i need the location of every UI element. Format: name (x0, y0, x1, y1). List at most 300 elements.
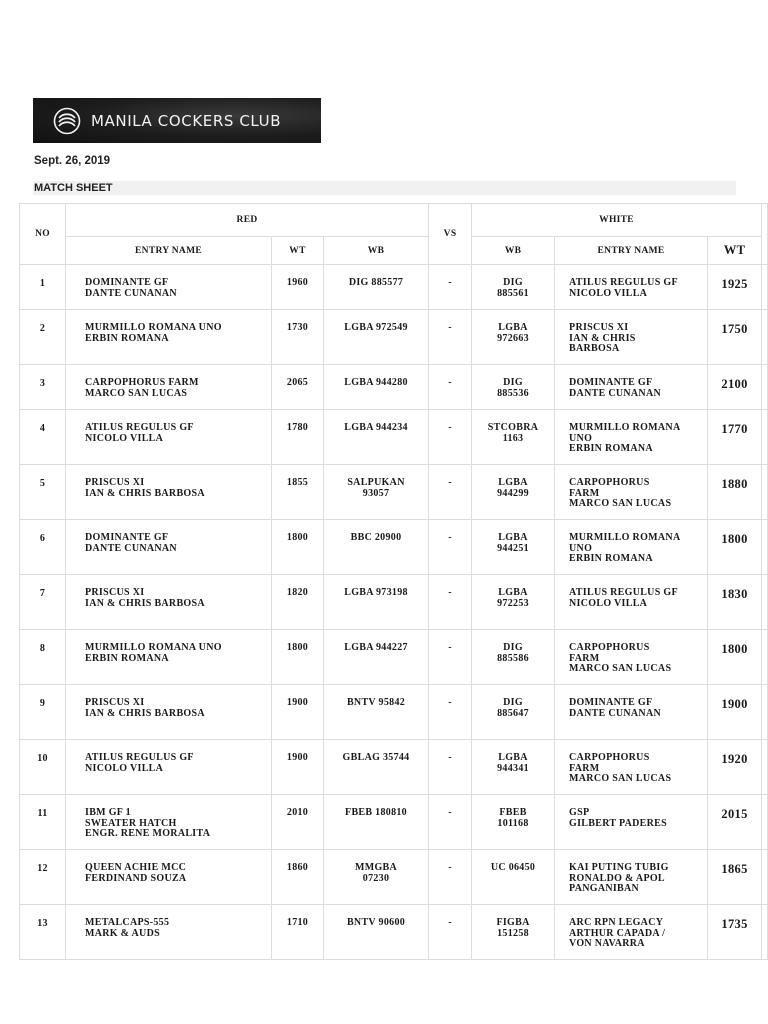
vs-marker-line: - (448, 477, 452, 488)
red-weight (272, 465, 324, 520)
match-number (20, 265, 66, 310)
white-wing-band-line: 1163 (502, 432, 524, 444)
white-entry-name-line: FARM (569, 487, 600, 499)
table-row (20, 905, 768, 960)
red-weight-line: 1860 (286, 862, 309, 873)
white-weight-line: 1770 (721, 422, 748, 436)
match-number-line: 2 (39, 323, 46, 334)
white-entry-name-line: PANGANIBAN (569, 883, 640, 894)
red-wing-band-line: 93057 (362, 487, 390, 499)
white-entry-name-line: ERBIN ROMANA (569, 553, 653, 564)
red-weight (272, 365, 324, 410)
red-entry-name-line: MURMILLO ROMANA UNO (85, 642, 222, 653)
white-wing-band (472, 465, 555, 520)
table-row (20, 520, 768, 575)
white-wing-band-line: FIGBA (496, 917, 530, 928)
red-weight-line: 2065 (286, 377, 309, 388)
white-wing-band-line: 944299 (497, 487, 529, 499)
red-entry-name (66, 905, 272, 960)
overflow-cell (762, 365, 768, 410)
red-wing-band-line: BNTV 95842 (346, 697, 406, 708)
header-vs: VS (429, 204, 472, 265)
white-entry-name (555, 850, 708, 905)
white-weight (708, 630, 762, 685)
red-wing-band-line: GBLAG 35744 (342, 752, 410, 763)
white-weight (708, 740, 762, 795)
table-row (20, 685, 768, 740)
white-wing-band-line: 885561 (497, 287, 529, 299)
overflow-cell (762, 850, 768, 905)
white-weight (708, 850, 762, 905)
red-wing-band-line: BBC 20900 (350, 532, 402, 543)
match-number-line: 3 (39, 378, 46, 389)
table-row (20, 575, 768, 630)
white-entry-name-line: DANTE CUNANAN (569, 707, 661, 719)
white-entry-name-line: FARM (569, 652, 600, 664)
header-red-wb: WB (324, 237, 429, 265)
vs-marker-line: - (448, 377, 452, 388)
match-number (20, 630, 66, 685)
white-weight (708, 520, 762, 575)
vs-marker (429, 310, 472, 365)
match-number (20, 905, 66, 960)
white-weight-line: 1925 (721, 277, 748, 291)
match-number (20, 465, 66, 520)
red-weight-line: 1855 (286, 477, 309, 488)
white-wing-band-line: DIG (503, 697, 523, 708)
white-wing-band (472, 795, 555, 850)
white-entry-name (555, 310, 708, 365)
white-wing-band (472, 685, 555, 740)
overflow-cell (762, 410, 768, 465)
vs-marker-line: - (448, 807, 452, 818)
red-weight (272, 795, 324, 850)
match-number-line: 4 (39, 423, 46, 434)
vs-marker-line: - (448, 532, 452, 543)
table-row (20, 365, 768, 410)
match-number (20, 685, 66, 740)
white-entry-name-line: DOMINANTE GF (569, 377, 653, 388)
red-entry-name-line: NICOLO VILLA (85, 432, 164, 444)
white-entry-name (555, 575, 708, 630)
overflow-cell (762, 685, 768, 740)
red-entry-name-line: SWEATER HATCH (85, 817, 177, 829)
vs-marker-line: - (448, 587, 452, 598)
red-wing-band-line: SALPUKAN (347, 477, 405, 488)
section-bar (33, 181, 736, 195)
white-weight (708, 685, 762, 740)
red-wing-band-line: LGBA 944234 (344, 422, 408, 433)
event-date: Sept. 26, 2019 (34, 155, 111, 167)
white-wing-band-line: 885536 (497, 387, 529, 399)
white-entry-name-line: ERBIN ROMANA (569, 443, 653, 454)
vs-marker (429, 630, 472, 685)
red-weight-line: 1900 (286, 752, 309, 763)
match-number (20, 575, 66, 630)
white-entry-name-line: ATILUS REGULUS GF (569, 277, 678, 288)
white-weight-line: 1920 (721, 752, 748, 766)
white-entry-name (555, 365, 708, 410)
overflow-cell (762, 520, 768, 575)
red-entry-name-line: IAN & CHRIS BARBOSA (85, 707, 205, 719)
red-weight (272, 630, 324, 685)
red-wing-band (324, 740, 429, 795)
table-row (20, 630, 768, 685)
red-wing-band (324, 365, 429, 410)
red-weight (272, 310, 324, 365)
red-weight (272, 850, 324, 905)
white-weight-line: 1900 (721, 697, 748, 711)
white-weight (708, 905, 762, 960)
white-wing-band (472, 630, 555, 685)
match-number-line: 11 (37, 808, 48, 819)
red-wing-band-line: FBEB 180810 (345, 807, 407, 818)
red-weight (272, 265, 324, 310)
red-wing-band (324, 310, 429, 365)
white-wing-band-line: 944341 (497, 762, 529, 774)
red-wing-band-line: MMGBA (354, 862, 398, 873)
white-wing-band-line: DIG (503, 277, 523, 288)
white-weight-line: 1830 (721, 587, 748, 601)
white-weight-line: 1800 (721, 532, 748, 546)
header-red-wt: WT (272, 237, 324, 265)
white-wing-band (472, 265, 555, 310)
red-entry-name-line: ERBIN ROMANA (85, 652, 169, 664)
white-wing-band-line: DIG (503, 642, 523, 653)
red-wing-band (324, 795, 429, 850)
red-wing-band-line: LGBA 972549 (344, 322, 408, 333)
white-wing-band-line: 972663 (497, 332, 529, 344)
table-row (20, 465, 768, 520)
white-wing-band-line: LGBA (498, 322, 528, 333)
white-wing-band-line: LGBA (498, 752, 528, 763)
red-entry-name (66, 265, 272, 310)
header-white-entry-name: ENTRY NAME (555, 237, 708, 265)
vs-marker-line: - (448, 642, 452, 653)
red-wing-band-line: BNTV 90600 (346, 917, 406, 928)
white-weight-line: 1735 (721, 917, 748, 931)
white-entry-name (555, 905, 708, 960)
vs-marker-line: - (448, 917, 452, 928)
vs-marker (429, 905, 472, 960)
white-entry-name (555, 740, 708, 795)
white-entry-name-line: MURMILLO ROMANA (569, 422, 681, 433)
red-entry-name (66, 795, 272, 850)
table-row (20, 265, 768, 310)
vs-marker (429, 365, 472, 410)
red-weight-line: 1710 (286, 917, 309, 928)
white-entry-name (555, 265, 708, 310)
logo-text: MANILA COCKERS CLUB (91, 111, 282, 130)
match-number (20, 740, 66, 795)
red-entry-name-line: IBM GF 1 (85, 807, 131, 818)
white-entry-name-line: BARBOSA (569, 343, 620, 354)
white-weight (708, 465, 762, 520)
red-wing-band-line: LGBA 973198 (344, 587, 408, 598)
red-weight-line: 2010 (286, 807, 309, 818)
red-weight-line: 1960 (286, 277, 309, 288)
red-weight-line: 1900 (286, 697, 309, 708)
match-number-line: 12 (37, 863, 48, 874)
section-title: MATCH SHEET (34, 182, 113, 194)
white-entry-name-line: MARCO SAN LUCAS (569, 773, 672, 784)
red-wing-band (324, 850, 429, 905)
red-entry-name-line: QUEEN ACHIE MCC (85, 862, 187, 873)
white-entry-name-line: MARCO SAN LUCAS (569, 498, 672, 509)
white-entry-name-line: VON NAVARRA (569, 938, 645, 949)
red-weight-line: 1780 (286, 422, 309, 433)
vs-marker-line: - (448, 277, 452, 288)
red-entry-name-line: CARPOPHORUS FARM (85, 377, 199, 388)
red-weight (272, 520, 324, 575)
red-entry-name (66, 310, 272, 365)
white-wing-band-line: 972253 (497, 597, 529, 609)
red-weight (272, 575, 324, 630)
red-weight (272, 905, 324, 960)
white-entry-name (555, 465, 708, 520)
red-weight-line: 1800 (286, 532, 309, 543)
match-number-line: 5 (39, 478, 46, 489)
red-weight (272, 685, 324, 740)
match-number (20, 520, 66, 575)
red-wing-band-line: LGBA 944280 (344, 377, 408, 388)
overflow-cell (762, 630, 768, 685)
overflow-cell (762, 310, 768, 365)
vs-marker (429, 265, 472, 310)
red-wing-band (324, 520, 429, 575)
header-white: WHITE (472, 204, 762, 237)
white-wing-band-line: 885586 (497, 652, 529, 664)
red-entry-name (66, 465, 272, 520)
red-entry-name (66, 850, 272, 905)
red-entry-name (66, 520, 272, 575)
red-weight (272, 740, 324, 795)
white-wing-band-line: DIG (503, 377, 523, 388)
red-entry-name-line: ATILUS REGULUS GF (85, 422, 194, 433)
white-entry-name-line: MARCO SAN LUCAS (569, 663, 672, 674)
header-white-wb: WB (472, 237, 555, 265)
table-row (20, 740, 768, 795)
red-entry-name-line: FERDINAND SOUZA (85, 872, 187, 884)
red-entry-name (66, 365, 272, 410)
white-wing-band (472, 520, 555, 575)
red-entry-name-line: DANTE CUNANAN (85, 287, 177, 299)
red-entry-name (66, 630, 272, 685)
white-entry-name-line: KAI PUTING TUBIG (569, 862, 669, 873)
club-emblem-icon (53, 107, 81, 135)
vs-marker-line: - (448, 422, 452, 433)
white-wing-band (472, 410, 555, 465)
match-number-line: 8 (39, 643, 46, 654)
overflow-cell (762, 465, 768, 520)
white-entry-name-line: ARC RPN LEGACY (569, 917, 664, 928)
red-entry-name-line: PRISCUS XI (85, 697, 145, 708)
header-no: NO (20, 204, 66, 265)
white-entry-name-line: PRISCUS XI (569, 322, 629, 333)
red-weight-line: 1820 (286, 587, 309, 598)
red-wing-band-line: 07230 (362, 872, 390, 884)
vs-marker (429, 575, 472, 630)
overflow-cell (762, 265, 768, 310)
red-wing-band (324, 265, 429, 310)
red-entry-name-line: PRISCUS XI (85, 587, 145, 598)
red-wing-band (324, 575, 429, 630)
red-wing-band (324, 465, 429, 520)
white-weight-line: 2100 (721, 377, 748, 391)
white-weight-line: 1800 (721, 642, 748, 656)
header-overflow (762, 204, 768, 265)
vs-marker (429, 465, 472, 520)
white-wing-band (472, 310, 555, 365)
vs-marker (429, 795, 472, 850)
white-wing-band (472, 905, 555, 960)
white-entry-name-line: FARM (569, 762, 600, 774)
white-weight (708, 265, 762, 310)
red-wing-band (324, 410, 429, 465)
white-weight (708, 410, 762, 465)
white-entry-name-line: UNO (569, 432, 593, 444)
white-entry-name (555, 520, 708, 575)
vs-marker-line: - (448, 697, 452, 708)
match-number-line: 7 (39, 588, 46, 599)
white-entry-name-line: DOMINANTE GF (569, 697, 653, 708)
white-wing-band-line: 885647 (497, 707, 529, 719)
white-weight (708, 365, 762, 410)
white-entry-name (555, 630, 708, 685)
match-rows (20, 265, 768, 960)
red-entry-name-line: ENGR. RENE MORALITA (85, 828, 211, 839)
white-wing-band (472, 365, 555, 410)
white-weight (708, 575, 762, 630)
white-entry-name (555, 410, 708, 465)
white-entry-name-line: IAN & CHRIS (569, 332, 636, 344)
red-weight (272, 410, 324, 465)
white-weight-line: 1880 (721, 477, 748, 491)
match-number-line: 1 (39, 278, 46, 289)
white-wing-band-line: LGBA (498, 532, 528, 543)
match-number (20, 850, 66, 905)
red-wing-band (324, 905, 429, 960)
vs-marker-line: - (448, 862, 452, 873)
table-row (20, 795, 768, 850)
white-entry-name-line: GSP (569, 807, 590, 818)
red-entry-name-line: MURMILLO ROMANA UNO (85, 322, 222, 333)
table-row (20, 410, 768, 465)
white-weight-line: 1750 (721, 322, 748, 336)
overflow-cell (762, 795, 768, 850)
vs-marker (429, 685, 472, 740)
vs-marker (429, 520, 472, 575)
match-number (20, 365, 66, 410)
vs-marker (429, 740, 472, 795)
red-entry-name-line: PRISCUS XI (85, 477, 145, 488)
header-white-wt: WT (708, 237, 762, 265)
white-entry-name-line: CARPOPHORUS (569, 477, 650, 488)
white-wing-band (472, 740, 555, 795)
red-entry-name (66, 685, 272, 740)
red-weight-line: 1800 (286, 642, 309, 653)
white-wing-band (472, 575, 555, 630)
red-entry-name-line: DANTE CUNANAN (85, 542, 177, 554)
match-number-line: 10 (37, 753, 48, 764)
match-number (20, 795, 66, 850)
overflow-cell (762, 575, 768, 630)
white-weight (708, 795, 762, 850)
red-entry-name (66, 575, 272, 630)
match-number-line: 13 (37, 918, 48, 929)
white-entry-name-line: CARPOPHORUS (569, 642, 650, 653)
white-entry-name-line: MURMILLO ROMANA (569, 532, 681, 543)
red-entry-name (66, 410, 272, 465)
white-entry-name-line: CARPOPHORUS (569, 752, 650, 763)
logo-banner (33, 98, 321, 143)
white-wing-band-line: LGBA (498, 587, 528, 598)
red-entry-name-line: IAN & CHRIS BARBOSA (85, 487, 205, 499)
white-entry-name (555, 685, 708, 740)
vs-marker (429, 850, 472, 905)
match-number-line: 6 (39, 533, 46, 544)
red-entry-name-line: MARCO SAN LUCAS (85, 387, 188, 399)
vs-marker (429, 410, 472, 465)
white-wing-band-line: 151258 (497, 927, 529, 939)
red-entry-name-line: IAN & CHRIS BARBOSA (85, 597, 205, 609)
white-wing-band-line: STCOBRA (487, 422, 539, 433)
red-wing-band-line: DIG 885577 (348, 277, 404, 288)
white-weight (708, 310, 762, 365)
white-entry-name-line: RONALDO & APOL (569, 872, 665, 884)
white-wing-band-line: UC 06450 (490, 862, 536, 873)
red-wing-band (324, 685, 429, 740)
header-red-entry-name: ENTRY NAME (66, 237, 272, 265)
red-entry-name-line: METALCAPS-555 (85, 917, 170, 928)
red-entry-name-line: ATILUS REGULUS GF (85, 752, 194, 763)
match-number (20, 410, 66, 465)
white-entry-name-line: UNO (569, 542, 593, 554)
white-weight-line: 2015 (721, 807, 748, 821)
white-wing-band-line: LGBA (498, 477, 528, 488)
match-number (20, 310, 66, 365)
white-wing-band (472, 850, 555, 905)
red-entry-name-line: NICOLO VILLA (85, 762, 164, 774)
red-entry-name-line: DOMINANTE GF (85, 277, 169, 288)
table-row (20, 310, 768, 365)
white-wing-band-line: FBEB (499, 807, 527, 818)
red-weight-line: 1730 (286, 322, 309, 333)
red-wing-band-line: LGBA 944227 (344, 642, 408, 653)
white-entry-name (555, 795, 708, 850)
red-entry-name-line: MARK & AUDS (85, 927, 160, 939)
table-row (20, 850, 768, 905)
white-wing-band-line: 101168 (497, 817, 529, 829)
red-entry-name (66, 740, 272, 795)
white-weight-line: 1865 (721, 862, 748, 876)
white-entry-name-line: ARTHUR CAPADA / (569, 927, 666, 939)
white-entry-name-line: GILBERT PADERES (569, 817, 668, 829)
overflow-cell (762, 740, 768, 795)
white-wing-band-line: 944251 (497, 542, 529, 554)
red-entry-name-line: DOMINANTE GF (85, 532, 169, 543)
white-entry-name-line: NICOLO VILLA (569, 287, 648, 299)
red-wing-band (324, 630, 429, 685)
red-entry-name-line: ERBIN ROMANA (85, 332, 169, 344)
vs-marker-line: - (448, 752, 452, 763)
match-number-line: 9 (39, 698, 46, 709)
vs-marker-line: - (448, 322, 452, 333)
match-sheet-table (19, 203, 768, 960)
overflow-cell (762, 905, 768, 960)
header-red: RED (66, 204, 429, 237)
white-entry-name-line: DANTE CUNANAN (569, 387, 661, 399)
